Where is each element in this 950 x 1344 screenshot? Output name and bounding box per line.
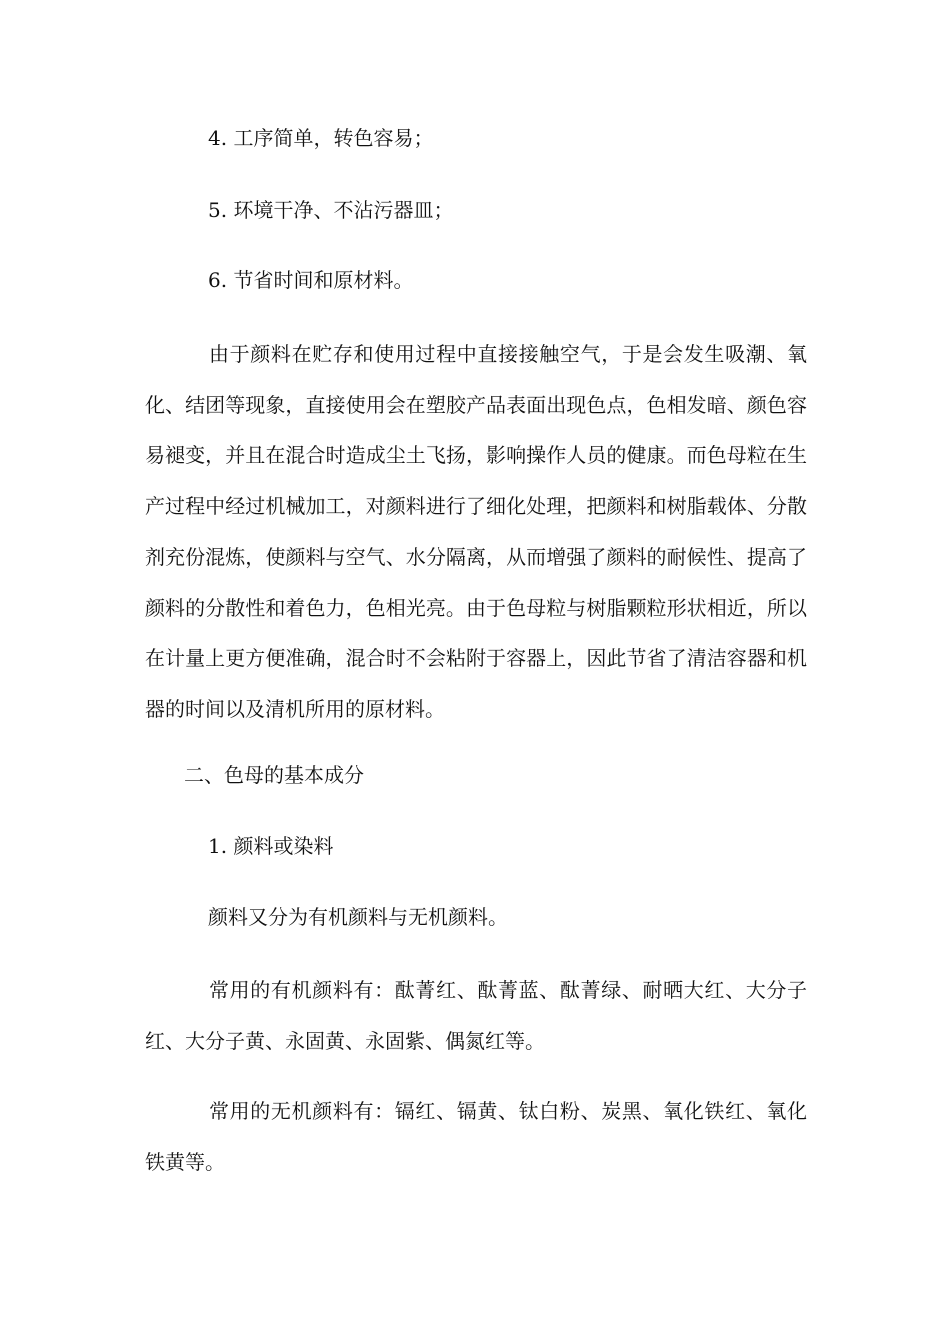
paragraph-organic-pigments: 常用的有机颜料有：酞菁红、酞菁蓝、酞菁绿、耐晒大红、大分子红、大分子黄、永固黄、永固紫、偶氮红等。	[145, 978, 807, 1053]
paragraph-pigment-types: 颜料又分为有机颜料与无机颜料。	[208, 905, 508, 929]
list-item-4: 4. 工序简单，转色容易；	[208, 126, 434, 150]
list-item-6: 6. 节省时间和原材料。	[208, 268, 414, 292]
paragraph-inorganic-pigments: 常用的无机颜料有：镉红、镉黄、钛白粉、炭黑、氧化铁红、氧化铁黄等。	[145, 1099, 807, 1174]
list-item-5: 5. 环境干净、不沾污器皿；	[208, 198, 454, 222]
paragraph-pigment-vs-masterbatch: 由于颜料在贮存和使用过程中直接接触空气，于是会发生吸潮、氧化、结团等现象，直接使用会在塑胶产品表面出现色点，色相发暗、颜色容易褪变，并且在混合时造成尘土飞扬，影响操作人员的健康。而色母粒在生产过程中经过机械加工，对颜料进行了细化处理，把颜料和树脂载体、分散剂充份混炼，使颜料与空气、水分隔离，从而增强了颜料的耐候性、提高了颜料的分散性和着色力，色相光亮。由于色母粒与树脂颗粒形状相近，所以在计量上更方便准确，混合时不会粘附于容器上，因此节省了清洁容器和机器的时间以及清机所用的原材料。	[145, 342, 807, 721]
section-heading: 二、色母的基本成分	[184, 763, 364, 787]
subsection-pigments-dyes: 1. 颜料或染料	[208, 834, 334, 858]
